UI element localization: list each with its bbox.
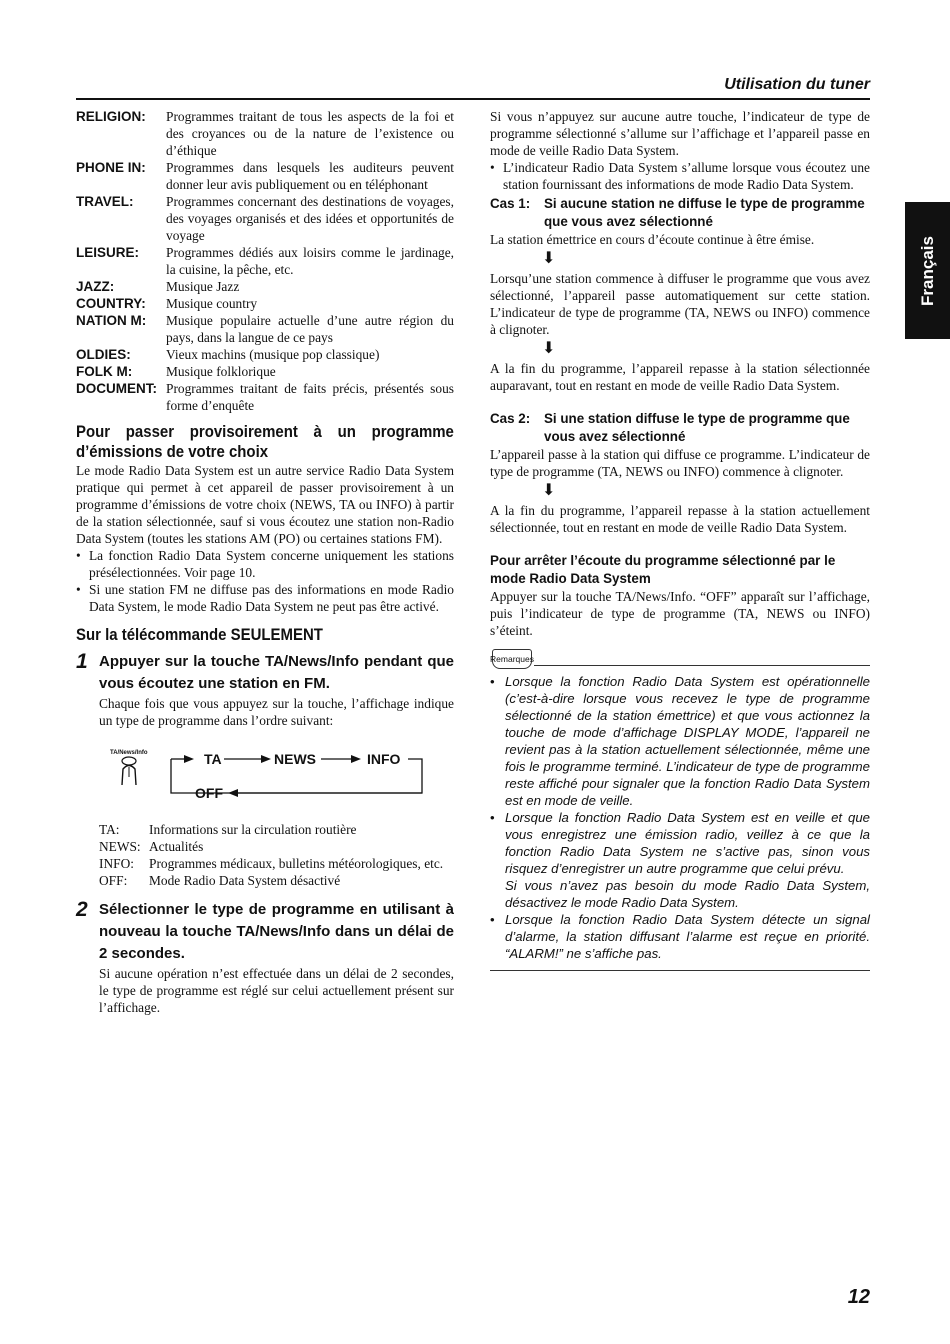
genre-desc: Musique Jazz xyxy=(166,279,240,294)
remarks-rule xyxy=(534,665,870,666)
genre-desc: Programmes dédiés aux loisirs comme le jardinage, la cuisine, la pêche, etc. xyxy=(166,245,454,277)
step-title: Sélectionner le type de programme en utilisant à nouveau la touche TA/News/Info dans un délai de 2 secondes. xyxy=(99,901,454,962)
genre-key: TRAVEL: xyxy=(76,194,134,209)
genre-item xyxy=(76,244,454,278)
section-heading-remote: Sur la télécommande SEULEMENT xyxy=(76,625,323,644)
remark-text: Lorsque la fonction Radio Data System détecte un signal d’alarme, la station diffusant l’alarme est reçue en priorité. “ALARM!” ne s’affiche pas. xyxy=(505,912,870,961)
genre-key: LEISURE: xyxy=(76,245,140,260)
case-2-text-2: A la fin du programme, l’appareil repasse à la station actuellement sélectionnée, tout en restant en mode de veille Radio Data System. xyxy=(490,503,870,535)
definition-key: TA: xyxy=(99,822,120,837)
section-heading-temporary-switch: Pour passer provisoirement à un programme d’émissions de votre choix xyxy=(76,422,454,461)
remark-text-extra: Si vous n’avez pas besoin du mode Radio Data System, désactivez le mode Radio Data System. xyxy=(505,878,870,910)
down-arrow-icon: ⬇ xyxy=(542,340,556,357)
bullet-item: • L’indicateur Radio Data System s’allume lorsque vous écoutez une station fournissant des informations de mode Radio Data System. xyxy=(490,160,870,192)
definition-value: Informations sur la circulation routière xyxy=(149,822,357,837)
genre-key: COUNTRY: xyxy=(76,296,146,311)
remote-button-label: TA/News/Info xyxy=(110,750,148,756)
case-title: Si une station diffuse le type de programme que vous avez sélectionné xyxy=(544,411,850,444)
ta-news-info-cycle-diagram xyxy=(76,747,454,807)
genre-item xyxy=(76,380,454,414)
program-type-definitions xyxy=(99,821,454,889)
case-1-text-2: Lorsqu’une station commence à diffuser le programme que vous avez sélectionné, l’appareil passe automatiquement sur cette station. L’indicateur de type de programme (TA, NEWS ou INFO) commence à clignoter. xyxy=(490,271,870,337)
down-arrow-icon: ⬇ xyxy=(542,250,556,267)
genre-desc: Programmes traitant de tous les aspects de la foi et des croyances ou de la nature de l’existence ou d’éthique xyxy=(166,109,454,158)
down-arrow-icon: ⬇ xyxy=(542,482,556,499)
cycle-item-info: INFO xyxy=(367,751,401,767)
genre-item xyxy=(76,278,454,295)
genre-item xyxy=(76,295,454,312)
case-label: Cas 2: xyxy=(490,411,531,426)
genre-item xyxy=(76,346,454,363)
bullet-item: • Si une station FM ne diffuse pas des informations en mode Radio Data System, le mode Radio Data System ne peut pas être activé. xyxy=(76,582,454,614)
stop-text: Appuyer sur la touche TA/News/Info. “OFF” apparaît sur l’affichage, puis l’indicateur de type de programme (TA, NEWS ou INFO) s’éteint. xyxy=(490,589,870,638)
genre-key: RELIGION: xyxy=(76,109,146,124)
case-title: Si aucune station ne diffuse le type de programme que vous avez sélectionné xyxy=(544,196,865,229)
bullet-text: Si une station FM ne diffuse pas des informations en mode Radio Data System, le mode Radio Data System ne peut pas être activé. xyxy=(89,582,454,614)
case-2-heading xyxy=(490,410,870,446)
definition-row xyxy=(99,855,454,872)
left-column xyxy=(76,108,454,1016)
step-2 xyxy=(76,899,454,1016)
section-intro: Le mode Radio Data System est un autre service Radio Data System pratique qui permet à cet appareil de passer provisoirement à un programme d’émissions de votre choix (NEWS, TA ou INFO) à partir de la station sélectionnée, sauf si vous écoutez une station non-Radio Data System (toutes les stations AM (PO) ou certaines stations FM). xyxy=(76,463,454,546)
definition-value: Programmes médicaux, bulletins météorologiques, etc. xyxy=(149,856,444,871)
remarks-header xyxy=(490,649,870,673)
definition-key: OFF: xyxy=(99,873,128,888)
genre-desc: Musique country xyxy=(166,296,258,311)
step-text: Chaque fois que vous appuyez sur la touche, l’affichage indique un type de programme dans l’ordre suivant: xyxy=(99,696,454,728)
genre-desc: Vieux machins (musique pop classique) xyxy=(166,347,380,362)
genre-item xyxy=(76,312,454,346)
bullet-text: L’indicateur Radio Data System s’allume lorsque vous écoutez une station fournissant des informations de mode Radio Data System. xyxy=(503,160,870,192)
page-number: 12 xyxy=(847,1286,870,1308)
header-rule xyxy=(76,98,870,100)
remarks-bottom-rule xyxy=(490,970,870,971)
genre-key: DOCUMENT: xyxy=(76,381,157,396)
definition-row xyxy=(99,838,454,855)
case-label: Cas 1: xyxy=(490,196,531,211)
genre-item xyxy=(76,108,454,159)
genre-item xyxy=(76,363,454,380)
case-2-text-1: L’appareil passe à la station qui diffuse ce programme. L’indicateur de type de programme (TA, NEWS ou INFO) commence à clignoter. xyxy=(490,447,870,479)
genre-key: NATION M: xyxy=(76,313,147,328)
cycle-item-off: OFF xyxy=(195,785,223,801)
standby-intro: Si vous n’appuyez sur aucune autre touche, l’indicateur de type de programme sélectionné s’allume sur l’affichage et l’appareil passe en mode de veille Radio Data System. xyxy=(490,109,870,158)
definition-row xyxy=(99,872,454,889)
language-tab-label: Français xyxy=(917,235,937,306)
definition-value: Actualités xyxy=(149,839,204,854)
genre-key: FOLK M: xyxy=(76,364,133,379)
definition-value: Mode Radio Data System désactivé xyxy=(149,873,341,888)
remarks-icon: Remarques xyxy=(492,649,532,669)
case-1-text-1: La station émettrice en cours d’écoute continue à être émise. xyxy=(490,232,815,247)
case-1-heading xyxy=(490,195,870,231)
cycle-item-ta: TA xyxy=(204,751,222,767)
step-number: 1 xyxy=(76,650,88,673)
remark-text: Lorsque la fonction Radio Data System est en veille et que vous enregistrez une émission radio, veillez à ce que la fonction Radio Data System ne s’active pas, sinon vous risquez d’enregistrer un autre programme que celui prévu. xyxy=(505,810,870,876)
definition-key: INFO: xyxy=(99,856,134,871)
language-tab xyxy=(905,202,950,339)
genre-desc: Programmes concernant des destinations de voyages, des voyages organisés et des idées et opportunités de voyage xyxy=(166,194,454,243)
step-title: Appuyer sur la touche TA/News/Info pendant que vous écoutez une station en FM. xyxy=(99,653,454,692)
genre-desc: Programmes traitant de faits précis, présentés sous forme d’enquête xyxy=(166,381,454,413)
genre-desc: Musique folklorique xyxy=(166,364,276,379)
stop-heading: Pour arrêter l’écoute du programme sélectionné par le mode Radio Data System xyxy=(490,553,836,586)
bullet-text: La fonction Radio Data System concerne uniquement les stations présélectionnées. Voir page 10. xyxy=(89,548,454,580)
genre-item xyxy=(76,159,454,193)
step-1 xyxy=(76,651,454,729)
genre-key: JAZZ: xyxy=(76,279,115,294)
remark-item: • Lorsque la fonction Radio Data System est en veille et que vous enregistrez une émission radio, veillez à ce que la fonction Radio Data System ne s’active pas, sinon vous risquez d’enregistrer un autre programme que celui prévu. Si vous n’avez pas besoin du mode Radio Data System, désactivez le mode Radio Data System. xyxy=(490,810,870,910)
remark-item: • Lorsque la fonction Radio Data System détecte un signal d’alarme, la station diffusant l’alarme est reçue en priorité. “ALARM!” ne s’affiche pas. xyxy=(490,912,870,961)
bullet-item: • La fonction Radio Data System concerne uniquement les stations présélectionnées. Voir page 10. xyxy=(76,548,454,580)
genre-key: PHONE IN: xyxy=(76,160,146,175)
genre-desc: Programmes dans lesquels les auditeurs peuvent donner leur avis publiquement ou en téléphonant xyxy=(166,160,454,192)
genre-desc: Musique populaire actuelle d’une autre région du pays, dans la langue de ce pays xyxy=(166,313,454,345)
right-column xyxy=(490,108,870,971)
remark-text: Lorsque la fonction Radio Data System est opérationnelle (c’est-à-dire lorsque vous recevez le type de programme sélectionné de la station émettrice) et que vous actionnez la touche de mode d’affichage DISPLAY MODE, l’appareil ne revient pas à la station actuellement sélectionnée, même une fois le programme terminé. L’indicateur de type de programme reste affiché pour signaler que la fonction Radio Data System est en mode de veille. xyxy=(505,674,870,808)
page-header-title: Utilisation du tuner xyxy=(724,76,870,93)
genre-key: OLDIES: xyxy=(76,347,131,362)
step-text: Si aucune opération n’est effectuée dans un délai de 2 secondes, le type de programme est réglé sur celui actuellement présent sur l’affichage. xyxy=(99,966,454,1015)
definition-key: NEWS: xyxy=(99,839,141,854)
definition-row xyxy=(99,821,454,838)
remark-item: • Lorsque la fonction Radio Data System est opérationnelle (c’est-à-dire lorsque vous recevez le type de programme sélectionné de la station émettrice) et que vous actionnez la touche de mode d’affichage DISPLAY MODE, l’appareil ne revient pas à la station actuellement sélectionnée, même une fois le programme terminé. L’indicateur de type de programme reste affiché pour signaler que la fonction Radio Data System est en mode de veille. xyxy=(490,674,870,808)
cycle-item-news: NEWS xyxy=(274,751,316,767)
genre-item xyxy=(76,193,454,244)
case-1-text-3: A la fin du programme, l’appareil repasse à la station sélectionnée auparavant, tout en restant en mode de veille Radio Data System. xyxy=(490,361,870,393)
genre-list xyxy=(76,108,454,414)
step-number: 2 xyxy=(76,898,88,921)
